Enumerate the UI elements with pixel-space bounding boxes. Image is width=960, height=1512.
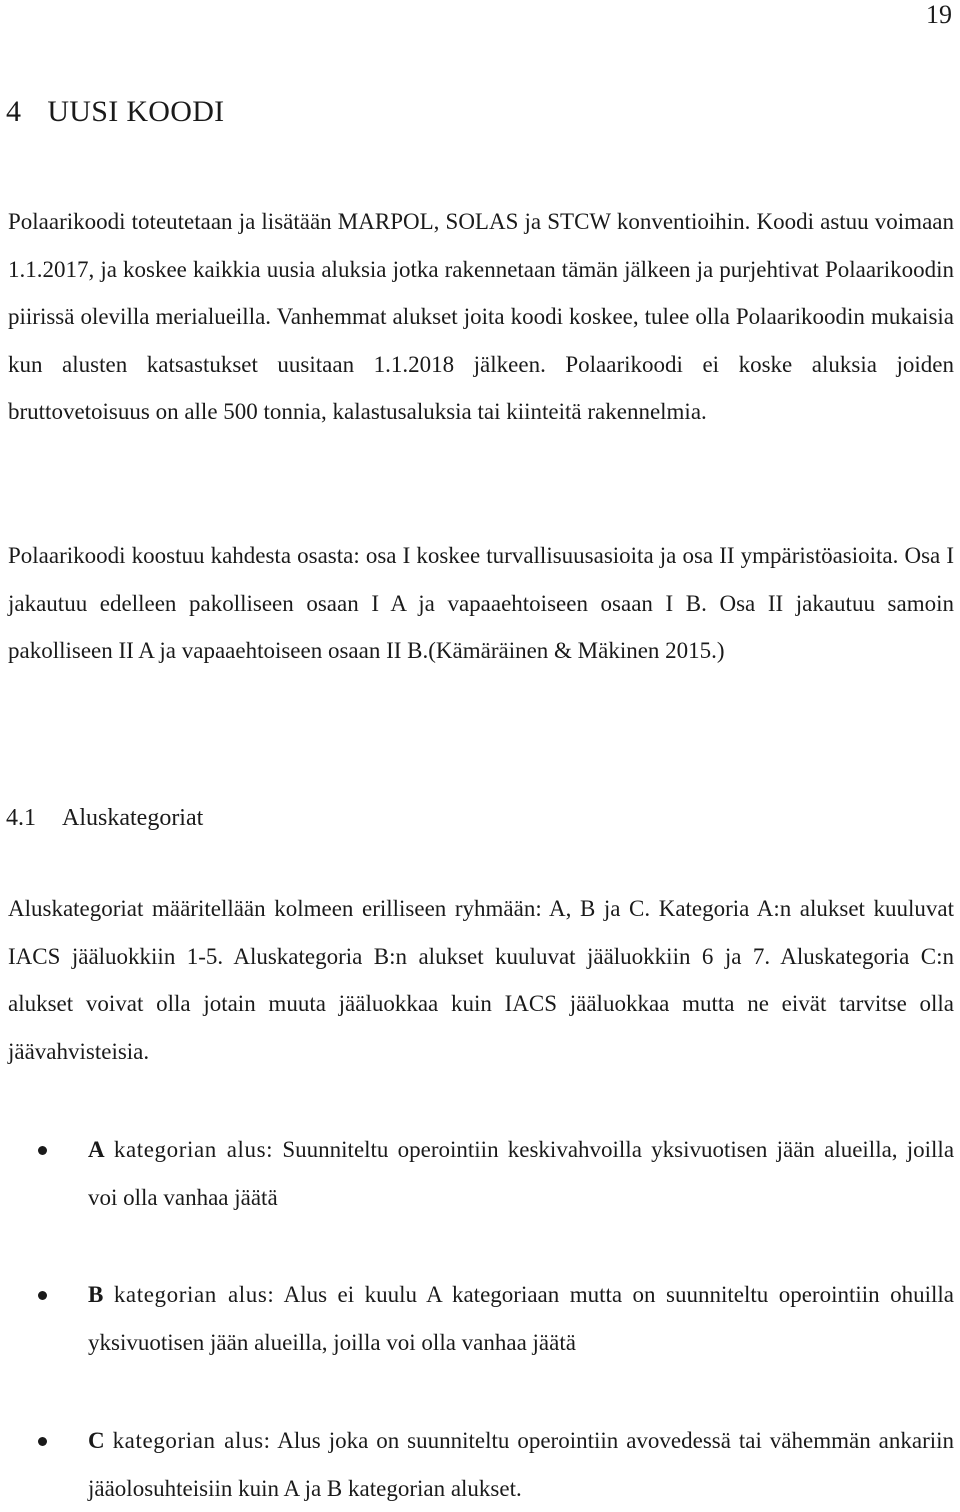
bullet-dot-icon — [38, 1291, 47, 1300]
intro-paragraph: Polaarikoodi toteutetaan ja lisätään MARPOL, SOLAS ja STCW konventioihin. Koodi astuu voimaan 1.1.2017, ja koskee kaikkia uusia aluksia jotka rakennetaan tämän jälkeen ja purjehtivat Polaarikoodin piirissä olevilla merialueilla. Vanhemmat alukset joita koodi koskee, tulee olla Polaarikoodin mukaisia kun alusten katsastukset uusitaan 1.1.2018 jälkeen. Polaarikoodi ei koske aluksia joiden bruttovetoisuus on alle 500 tonnia, kalastusaluksia tai kiinteitä rakennelmia. — [8, 209, 954, 425]
bullet-letter: A — [88, 1137, 105, 1162]
bullet-letter: B — [88, 1282, 104, 1307]
bullet-text — [88, 1271, 954, 1366]
bullet-kind: kategorian alus: — [113, 1137, 274, 1162]
chapter-heading — [6, 92, 224, 132]
bullet-description: Alus joka on suunniteltu operointiin avovedessä tai vähemmän ankariin jääolosuhteisiin kuin A ja B kategorian alukset. — [88, 1428, 955, 1501]
bullet-letter: C — [88, 1428, 105, 1453]
categories-paragraph: Aluskategoriat määritellään kolmeen erilliseen ryhmään: A, B ja C. Kategoria A:n alukset kuuluvat IACS jääluokkiin 1-5. Aluskategoria B:n alukset kuuluvat jääluokkiin 6 ja 7. Aluskategoria C:n alukset voivat olla jotain muuta jääluokkaa kuin IACS jääluokkaa mutta ne eivät tarvitse olla jäävahvisteisia. — [8, 896, 954, 1064]
bullet-text — [88, 1417, 954, 1512]
section-heading — [6, 798, 203, 838]
bullet-text — [88, 1126, 954, 1221]
chapter-title: UUSI KOODI — [47, 95, 225, 128]
chapter-number: 4 — [6, 95, 22, 128]
section-title: Aluskategoriat — [62, 805, 204, 831]
bullet-kind: kategorian alus: — [113, 1282, 275, 1307]
bullet-dot-icon — [38, 1146, 47, 1155]
page-number: 19 — [926, 0, 952, 29]
bullet-kind: kategorian alus: — [112, 1428, 271, 1453]
parts-paragraph: Polaarikoodi koostuu kahdesta osasta: osa I koskee turvallisuusasioita ja osa II ympäristöasioita. Osa I jakautuu edelleen pakolliseen osaan I A ja vapaaehtoiseen osaan I B. Osa II jakautuu samoin pakolliseen II A ja vapaaehtoiseen osaan II B.(Kämäräinen & Mäkinen 2015.) — [8, 543, 954, 664]
bullet-description: Suunniteltu operointiin keskivahvoilla yksivuotisen jään alueilla, joilla voi olla vanhaa jäätä — [88, 1137, 955, 1210]
bullet-dot-icon — [38, 1437, 47, 1446]
section-number: 4.1 — [6, 805, 36, 831]
bullet-description: Alus ei kuulu A kategoriaan mutta on suunniteltu operointiin ohuilla yksivuotisen jään alueilla, joilla voi olla vanhaa jäätä — [88, 1282, 954, 1355]
